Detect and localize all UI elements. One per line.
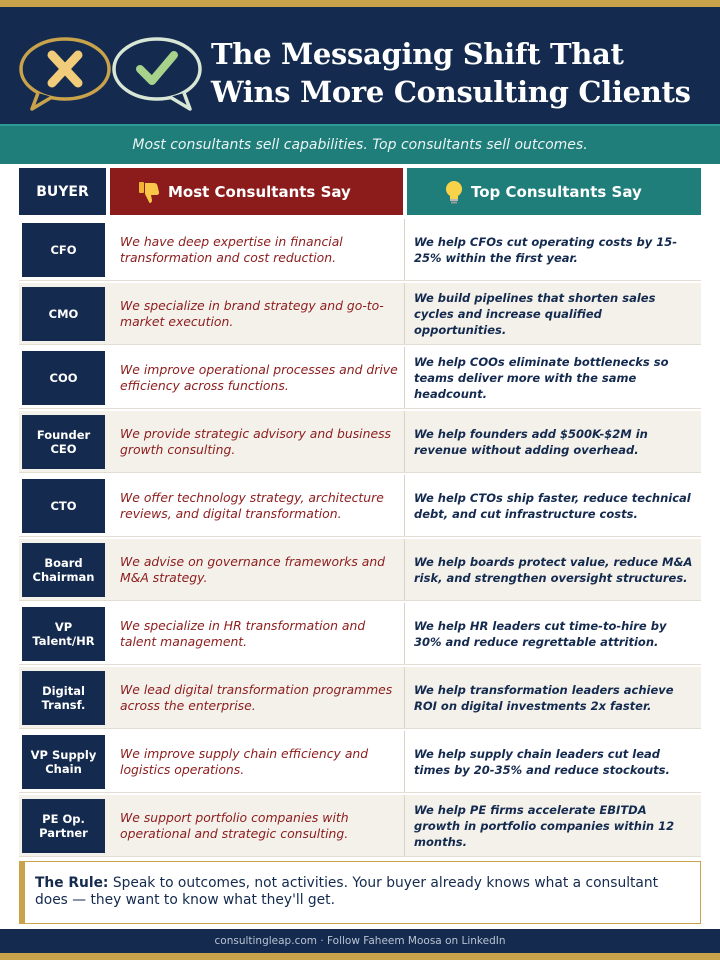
table-row [19,283,701,345]
top-consultants-cell: We help CFOs cut operating costs by 15-25% within the first year. [414,235,677,265]
top-consultants-cell: We build pipelines that shorten sales cycles and increase qualified opportunities. [414,291,656,337]
bottom-accent-bar [0,953,720,960]
rule-text: Speak to outcomes, not activities. Your buyer already knows what a consultant does — they want to know what they'll get. [35,875,659,908]
column-header-most-label: Most Consultants Say [168,182,351,201]
buyer-cell: PE Op. Partner [22,799,105,853]
top-accent-bar [0,0,720,7]
top-consultants-cell: We help founders add $500K-$2M in revenue without adding overhead. [414,427,648,457]
subtitle: Most consultants sell capabilities. Top consultants sell outcomes. [132,137,588,153]
most-consultants-cell: We offer technology strategy, architecture reviews, and digital transformation. [120,490,384,521]
rule-label: The Rule: [35,875,109,891]
title-line-1: The Messaging Shift That [211,37,624,71]
top-consultants-cell: We help supply chain leaders cut lead times by 20-35% and reduce stockouts. [414,747,670,777]
buyer-cell: CTO [22,479,105,533]
table-row [19,347,701,409]
table-row [19,475,701,537]
subtitle-band [0,124,720,164]
title-line-2: Wins More Consulting Clients [211,75,691,109]
table-row [19,411,701,473]
buyer-cell: Digital Transf. [22,671,105,725]
most-consultants-cell: We improve operational processes and drive efficiency across functions. [120,362,398,393]
buyer-cell: VP Talent/HR [22,607,105,661]
table-row [19,219,701,281]
rule-callout [19,861,701,924]
table-row [19,795,701,857]
column-header-top [407,168,701,215]
top-consultants-cell: We help transformation leaders achieve ROI on digital investments 2x faster. [414,683,674,713]
check-mark-speech-bubble-icon [110,35,204,115]
buyer-cell: COO [22,351,105,405]
most-consultants-cell: We advise on governance frameworks and M&A strategy. [120,554,386,585]
most-consultants-cell: We support portfolio companies with operational and strategic consulting. [120,810,349,841]
buyer-cell: CFO [22,223,105,277]
column-header-top-label: Top Consultants Say [471,182,642,201]
page-title [211,35,711,111]
top-consultants-cell: We help HR leaders cut time-to-hire by 30% and reduce regrettable attrition. [414,619,667,649]
buyer-cell: CMO [22,287,105,341]
footer [0,929,720,953]
x-mark-speech-bubble-icon [18,35,112,115]
most-consultants-cell: We improve supply chain efficiency and logistics operations. [120,746,369,777]
buyer-cell: Board Chairman [22,543,105,597]
most-consultants-cell: We specialize in brand strategy and go-to-market execution. [120,298,384,329]
most-consultants-cell: We specialize in HR transformation and talent management. [120,618,366,649]
top-consultants-cell: We help CTOs ship faster, reduce technical debt, and cut infrastructure costs. [414,491,691,521]
buyer-cell: VP Supply Chain [22,735,105,789]
table-row [19,667,701,729]
most-consultants-cell: We provide strategic advisory and business growth consulting. [120,426,391,457]
column-header-most [110,168,403,215]
lightbulb-icon [444,180,464,210]
footer-text: consultingleap.com · Follow Faheem Moosa on LinkedIn [214,935,506,947]
top-consultants-cell: We help boards protect value, reduce M&A risk, and strengthen oversight structures. [414,555,693,585]
buyer-cell: Founder CEO [22,415,105,469]
top-consultants-cell: We help PE firms accelerate EBITDA growth in portfolio companies within 12 months. [414,803,675,849]
most-consultants-cell: We lead digital transformation programmes across the enterprise. [120,682,393,713]
top-consultants-cell: We help COOs eliminate bottlenecks so teams deliver more with the same headcount. [414,355,669,401]
most-consultants-cell: We have deep expertise in financial transformation and cost reduction. [120,234,343,265]
table-row [19,539,701,601]
thumbs-down-icon [138,180,160,208]
column-header-buyer [19,168,106,215]
header [0,7,720,124]
table-row [19,603,701,665]
column-header-buyer-label: BUYER [36,183,89,200]
table-row [19,731,701,793]
